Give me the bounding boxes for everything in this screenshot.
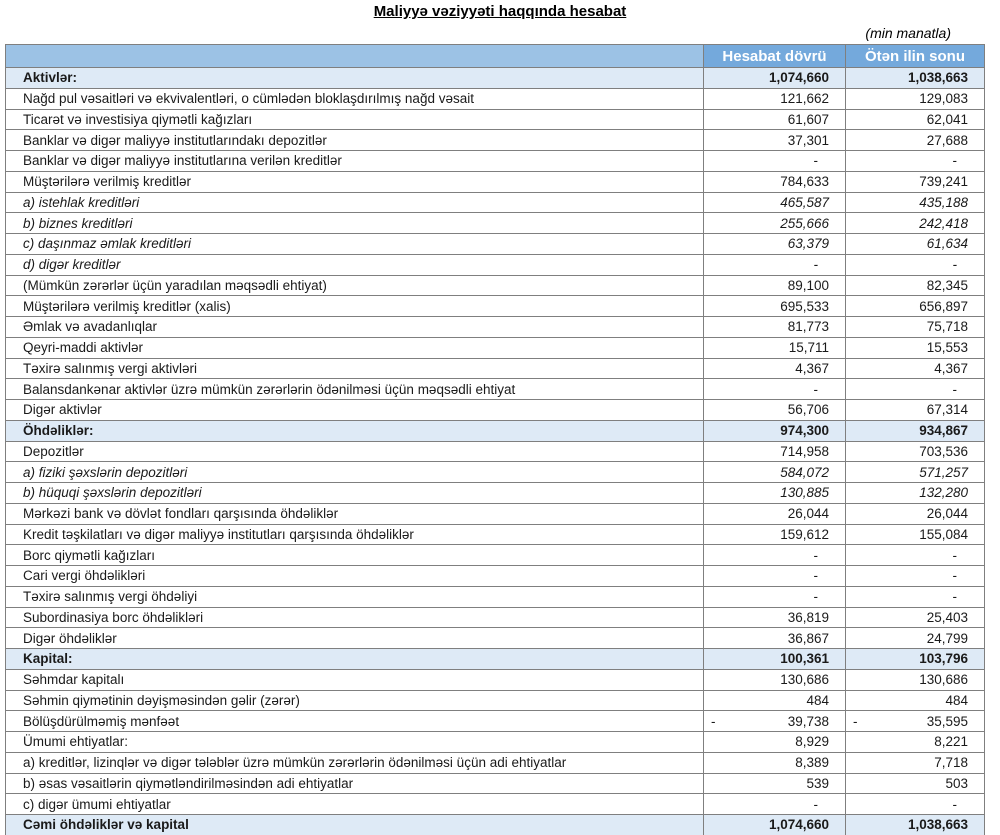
value-text: 62,041: [926, 111, 968, 127]
row-value-reporting-period: [704, 483, 846, 504]
row-label: d) digər kreditlər: [6, 254, 704, 275]
row-label: Təxirə salınmış vergi öhdəliyi: [6, 586, 704, 607]
value-text: 159,612: [780, 526, 829, 542]
value-text: 82,345: [926, 277, 968, 293]
row-label: Balansdankənar aktivlər üzrə mümkün zərərlərin ödənilməsi üçün məqsədli ehtiyat: [6, 379, 704, 400]
value-text: 25,403: [926, 609, 968, 625]
row-label: Səhmdar kapitalı: [6, 669, 704, 690]
row-label: Kredit təşkilatları və digər maliyyə institutları qarşısında öhdəliklər: [6, 524, 704, 545]
row-value-prior-year-end: [846, 317, 985, 338]
row-value-reporting-period: [704, 794, 846, 815]
value-text: -: [813, 568, 818, 584]
table-row: [6, 649, 985, 670]
row-value-prior-year-end: [846, 711, 985, 732]
table-row: [6, 130, 985, 151]
row-label: b) hüquqi şəxslərin depozitləri: [6, 483, 704, 504]
table-row: [6, 337, 985, 358]
table-row: [6, 171, 985, 192]
row-value-prior-year-end: [846, 752, 985, 773]
row-value-prior-year-end: [846, 192, 985, 213]
table-row: [6, 503, 985, 524]
value-text: 656,897: [919, 298, 968, 314]
value-text: 784,633: [780, 174, 829, 190]
row-value-reporting-period: [704, 649, 846, 670]
value-text: 63,379: [787, 236, 829, 252]
value-text: 24,799: [926, 630, 968, 646]
value-text: 100,361: [780, 651, 829, 667]
value-text: 61,634: [926, 236, 968, 252]
value-text: 130,686: [919, 672, 968, 688]
row-value-prior-year-end: [846, 441, 985, 462]
row-label: c) digər ümumi ehtiyatlar: [6, 794, 704, 815]
value-text: -: [952, 568, 957, 584]
row-value-prior-year-end: [846, 545, 985, 566]
value-text: 39,738: [787, 713, 829, 729]
row-label: Digər öhdəliklər: [6, 628, 704, 649]
row-value-reporting-period: [704, 234, 846, 255]
table-row: [6, 545, 985, 566]
row-label: Depozitlər: [6, 441, 704, 462]
row-value-reporting-period: [704, 379, 846, 400]
row-label: Mərkəzi bank və dövlət fondları qarşısında öhdəliklər: [6, 503, 704, 524]
financial-statement-page: [5, 3, 995, 835]
row-label: a) kreditlər, lizinqlər və digər tələblər üzrə mümkün zərərlərin ödənilməsi üçün adi ehtiyatlar: [6, 752, 704, 773]
row-value-prior-year-end: [846, 400, 985, 421]
table-row: [6, 68, 985, 89]
value-text: 129,083: [919, 91, 968, 107]
row-label: Öhdəliklər:: [6, 420, 704, 441]
value-text: 714,958: [780, 443, 829, 459]
row-label: b) əsas vəsaitlərin qiymətləndirilməsindən adi ehtiyatlar: [6, 773, 704, 794]
row-value-reporting-period: [704, 752, 846, 773]
value-text: 75,718: [926, 319, 968, 335]
row-value-prior-year-end: [846, 669, 985, 690]
row-value-reporting-period: [704, 586, 846, 607]
row-label: Müştərilərə verilmiş kreditlər (xalis): [6, 296, 704, 317]
value-text: 539: [806, 775, 829, 791]
row-value-reporting-period: [704, 815, 846, 835]
row-value-prior-year-end: [846, 109, 985, 130]
row-label: Banklar və digər maliyyə institutlarına verilən kreditlər: [6, 151, 704, 172]
financial-statement-table: [5, 44, 985, 835]
minus-sign: -: [853, 713, 858, 729]
row-value-reporting-period: [704, 192, 846, 213]
table-row: [6, 400, 985, 421]
row-label: Müştərilərə verilmiş kreditlər: [6, 171, 704, 192]
row-value-reporting-period: [704, 690, 846, 711]
row-value-reporting-period: [704, 109, 846, 130]
value-text: 4,367: [795, 360, 829, 376]
value-text: 37,301: [787, 132, 829, 148]
value-text: 8,389: [795, 755, 829, 771]
value-text: 36,819: [787, 609, 829, 625]
row-value-reporting-period: [704, 503, 846, 524]
value-text: 130,686: [780, 672, 829, 688]
row-value-prior-year-end: [846, 358, 985, 379]
table-row: [6, 773, 985, 794]
row-value-reporting-period: [704, 420, 846, 441]
value-text: 103,796: [919, 651, 968, 667]
row-label: a) fiziki şəxslərin depozitləri: [6, 462, 704, 483]
minus-sign: -: [711, 713, 716, 729]
value-text: 56,706: [787, 402, 829, 418]
value-text: 15,711: [788, 340, 829, 356]
row-label: Səhmin qiymətinin dəyişməsindən gəlir (zərər): [6, 690, 704, 711]
row-value-reporting-period: [704, 296, 846, 317]
row-value-prior-year-end: [846, 337, 985, 358]
value-text: 81,773: [787, 319, 829, 335]
value-text: 1,074,660: [768, 70, 829, 86]
value-text: 1,038,663: [907, 817, 968, 833]
row-value-reporting-period: [704, 88, 846, 109]
row-label: Cari vergi öhdəlikləri: [6, 566, 704, 587]
row-value-prior-year-end: [846, 275, 985, 296]
value-text: 89,100: [787, 277, 829, 293]
row-value-prior-year-end: [846, 524, 985, 545]
value-text: 8,929: [795, 734, 829, 750]
row-value-prior-year-end: [846, 794, 985, 815]
value-text: 484: [945, 692, 968, 708]
row-value-reporting-period: [704, 275, 846, 296]
row-value-reporting-period: [704, 524, 846, 545]
value-text: 484: [806, 692, 829, 708]
table-row: [6, 151, 985, 172]
row-label: Əmlak və avadanlıqlar: [6, 317, 704, 338]
value-text: 26,044: [926, 506, 968, 522]
row-value-prior-year-end: [846, 171, 985, 192]
row-value-prior-year-end: [846, 68, 985, 89]
row-value-reporting-period: [704, 151, 846, 172]
value-text: -: [952, 589, 957, 605]
table-row: [6, 794, 985, 815]
value-text: 121,662: [780, 91, 829, 107]
value-text: 26,044: [787, 506, 829, 522]
row-label: Banklar və digər maliyyə institutlarındakı depozitlər: [6, 130, 704, 151]
row-label: Bölüşdürülməmiş mənfəət: [6, 711, 704, 732]
table-row: [6, 379, 985, 400]
value-text: 1,038,663: [907, 70, 968, 86]
row-value-reporting-period: [704, 358, 846, 379]
value-text: 1,074,660: [768, 817, 829, 833]
value-text: 584,072: [780, 464, 829, 480]
row-value-prior-year-end: [846, 503, 985, 524]
value-text: 35,595: [926, 713, 968, 729]
table-row: [6, 566, 985, 587]
table-body: [6, 68, 985, 835]
table-row: [6, 88, 985, 109]
table-row: [6, 275, 985, 296]
table-row: [6, 358, 985, 379]
value-text: 7,718: [934, 755, 968, 771]
value-text: 503: [945, 775, 968, 791]
table-row: [6, 213, 985, 234]
row-value-prior-year-end: [846, 483, 985, 504]
row-value-prior-year-end: [846, 151, 985, 172]
row-value-prior-year-end: [846, 213, 985, 234]
value-text: 132,280: [919, 485, 968, 501]
row-value-prior-year-end: [846, 628, 985, 649]
row-value-prior-year-end: [846, 234, 985, 255]
row-value-reporting-period: [704, 545, 846, 566]
value-text: -: [952, 381, 957, 397]
row-label: Cəmi öhdəliklər və kapital: [6, 815, 704, 835]
row-label: Nağd pul vəsaitləri və ekvivalentləri, o cümlədən bloklaşdırılmış nağd vəsait: [6, 88, 704, 109]
row-value-prior-year-end: [846, 607, 985, 628]
row-value-reporting-period: [704, 400, 846, 421]
table-row: [6, 234, 985, 255]
table-row: [6, 192, 985, 213]
row-value-prior-year-end: [846, 88, 985, 109]
row-value-reporting-period: [704, 462, 846, 483]
row-value-prior-year-end: [846, 649, 985, 670]
row-label: Kapital:: [6, 649, 704, 670]
row-value-reporting-period: [704, 441, 846, 462]
value-text: 130,885: [780, 485, 829, 501]
row-value-prior-year-end: [846, 379, 985, 400]
value-text: 465,587: [780, 194, 829, 210]
value-text: 61,607: [787, 111, 829, 127]
value-text: 255,666: [780, 215, 829, 231]
row-value-reporting-period: [704, 130, 846, 151]
row-label: Ticarət və investisiya qiymətli kağızları: [6, 109, 704, 130]
row-value-reporting-period: [704, 213, 846, 234]
row-value-reporting-period: [704, 254, 846, 275]
table-row: [6, 815, 985, 835]
row-value-prior-year-end: [846, 586, 985, 607]
table-row: [6, 607, 985, 628]
value-text: -: [813, 589, 818, 605]
table-corner-cell: [6, 45, 704, 68]
value-text: -: [952, 257, 957, 273]
row-value-prior-year-end: [846, 296, 985, 317]
value-text: 15,553: [926, 340, 968, 356]
row-value-reporting-period: [704, 566, 846, 587]
value-text: 739,241: [919, 174, 968, 190]
row-value-reporting-period: [704, 669, 846, 690]
table-row: [6, 586, 985, 607]
row-label: Borc qiymətli kağızları: [6, 545, 704, 566]
value-text: -: [813, 381, 818, 397]
table-row: [6, 690, 985, 711]
table-row: [6, 109, 985, 130]
table-row: [6, 752, 985, 773]
row-value-reporting-period: [704, 68, 846, 89]
value-text: -: [813, 547, 818, 563]
unit-note: (min manatla): [865, 25, 951, 41]
row-value-reporting-period: [704, 732, 846, 753]
value-text: 4,367: [934, 360, 968, 376]
row-label: Ümumi ehtiyatlar:: [6, 732, 704, 753]
table-row: [6, 296, 985, 317]
value-text: 36,867: [787, 630, 829, 646]
value-text: 571,257: [919, 464, 968, 480]
page-title: Maliyyə vəziyyəti haqqında hesabat: [373, 3, 627, 20]
table-row: [6, 441, 985, 462]
table-header-row: [6, 45, 985, 68]
row-label: Qeyri-maddi aktivlər: [6, 337, 704, 358]
row-value-prior-year-end: [846, 462, 985, 483]
row-value-reporting-period: [704, 607, 846, 628]
row-value-reporting-period: [704, 317, 846, 338]
row-label: Digər aktivlər: [6, 400, 704, 421]
value-text: -: [813, 257, 818, 273]
table-row: [6, 317, 985, 338]
table-row: [6, 254, 985, 275]
table-row: [6, 628, 985, 649]
row-value-prior-year-end: [846, 773, 985, 794]
row-label: Təxirə salınmış vergi aktivləri: [6, 358, 704, 379]
value-text: 27,688: [926, 132, 968, 148]
column-header-reporting-period: Hesabat dövrü: [704, 45, 846, 68]
row-value-prior-year-end: [846, 732, 985, 753]
row-value-prior-year-end: [846, 815, 985, 835]
row-value-prior-year-end: [846, 420, 985, 441]
value-text: 242,418: [919, 215, 968, 231]
row-value-prior-year-end: [846, 690, 985, 711]
table-row: [6, 420, 985, 441]
value-text: 155,084: [919, 526, 968, 542]
value-text: 435,188: [919, 194, 968, 210]
value-text: 67,314: [926, 402, 968, 418]
value-text: 934,867: [919, 423, 968, 439]
row-label: b) biznes kreditləri: [6, 213, 704, 234]
row-value-reporting-period: [704, 171, 846, 192]
row-label: Subordinasiya borc öhdəlikləri: [6, 607, 704, 628]
value-text: -: [952, 153, 957, 169]
value-text: -: [813, 796, 818, 812]
table-row: [6, 732, 985, 753]
row-label: Aktivlər:: [6, 68, 704, 89]
value-text: 703,536: [919, 443, 968, 459]
value-text: -: [952, 796, 957, 812]
row-value-prior-year-end: [846, 130, 985, 151]
table-row: [6, 462, 985, 483]
value-text: 974,300: [780, 423, 829, 439]
table-row: [6, 711, 985, 732]
table-row: [6, 524, 985, 545]
row-value-reporting-period: [704, 337, 846, 358]
row-value-reporting-period: [704, 773, 846, 794]
row-value-reporting-period: [704, 711, 846, 732]
row-value-reporting-period: [704, 628, 846, 649]
value-text: 8,221: [934, 734, 968, 750]
value-text: -: [952, 547, 957, 563]
value-text: -: [813, 153, 818, 169]
table-row: [6, 669, 985, 690]
row-value-prior-year-end: [846, 254, 985, 275]
value-text: 695,533: [780, 298, 829, 314]
row-value-prior-year-end: [846, 566, 985, 587]
row-label: a) istehlak kreditləri: [6, 192, 704, 213]
row-label: c) daşınmaz əmlak kreditləri: [6, 234, 704, 255]
column-header-prior-year-end: Ötən ilin sonu: [846, 45, 985, 68]
table-row: [6, 483, 985, 504]
row-label: (Mümkün zərərlər üçün yaradılan məqsədli ehtiyat): [6, 275, 704, 296]
